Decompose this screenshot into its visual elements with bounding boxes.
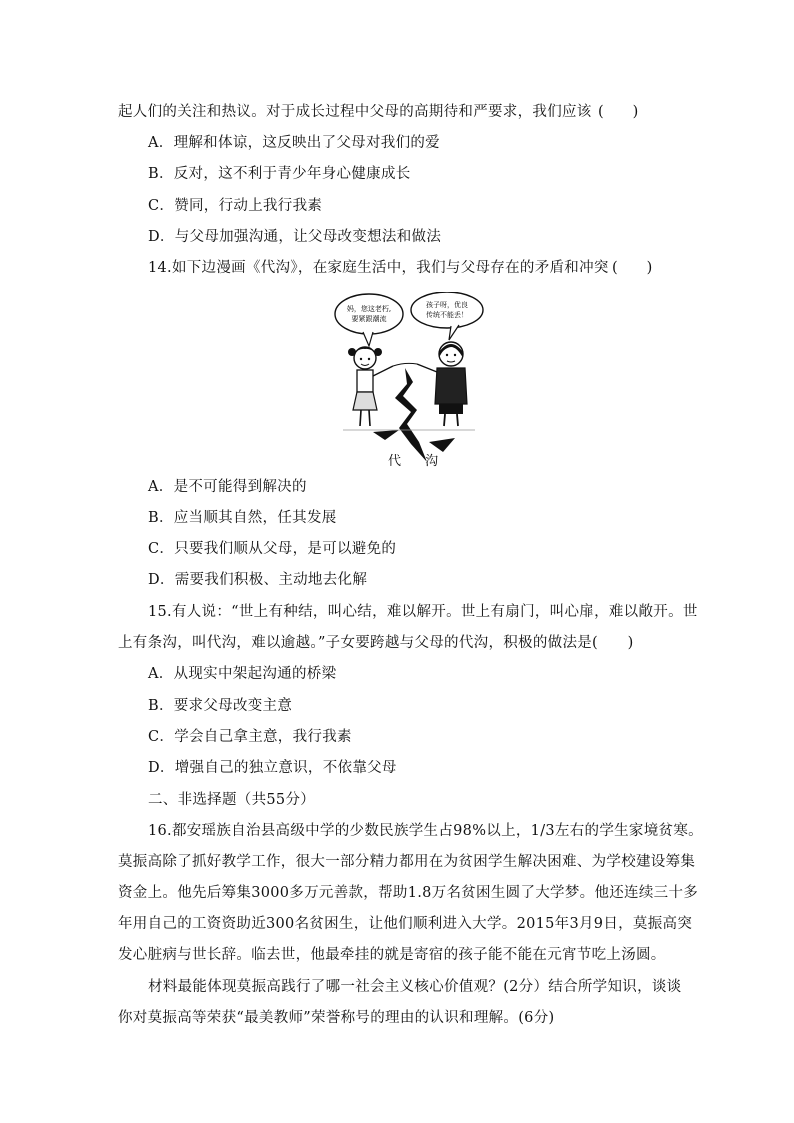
section-title: 二、非选择题（共55分） [148, 792, 316, 808]
right-bubble-line2: 传统不能丢！ [426, 311, 468, 319]
q14-stem: 14.如下边漫画《代沟》，在家庭生活中，我们与父母存在的矛盾和冲突 [148, 260, 609, 276]
q14-answer-paren: ( ) [612, 260, 653, 276]
q13-option-c: C．赞同，行动上我行我素 [148, 198, 323, 214]
q14-option-a: A．是不可能得到解决的 [148, 479, 307, 495]
q15-stem-line2: 上有条沟，叫代沟，难以逾越。”子女要跨越与父母的代沟，积极的做法是( ) [118, 635, 634, 651]
q15-option-a: A．从现实中架起沟通的桥梁 [148, 666, 337, 682]
left-speech-bubble [335, 294, 403, 334]
daughter-figure [348, 347, 393, 426]
left-bubble-line2: 要紧跟潮流 [351, 315, 387, 323]
q16-material-line1: 16.都安瑶族自治县高级中学的少数民族学生占98%以上，1/3左右的学生家境贫寒。 [148, 823, 703, 839]
q15-option-b: B．要求父母改变主意 [148, 698, 293, 714]
q13-option-a: A．理解和体谅，这反映出了父母对我们的爱 [148, 135, 440, 151]
q13-option-b: B．反对，这不利于青少年身心健康成长 [148, 166, 411, 182]
q15-option-d: D．增强自己的独立意识，不依靠父母 [148, 760, 397, 776]
q16-material-line4: 年用自己的工资资助近300名贫困生，让他们顺利进入大学。2015年3月9日，莫振高突 [118, 916, 693, 932]
q15-option-c: C．学会自己拿主意，我行我素 [148, 729, 352, 745]
q14-option-d: D．需要我们积极、主动地去化解 [148, 572, 368, 588]
right-bubble-line1: 孩子呀，优良 [426, 301, 468, 309]
generation-gap-cartoon [333, 292, 485, 470]
q16-material-line3: 资金上。他先后筹集3000多万元善款，帮助1.8万名贫困生圆了大学梦。他还连续三十多 [118, 885, 699, 901]
left-bubble-line1: 妈，您这老朽, [346, 305, 392, 313]
q13-option-d: D．与父母加强沟通，让父母改变想法和做法 [148, 229, 442, 245]
q14-option-b: B．应当顺其自然，任其发展 [148, 510, 337, 526]
generation-gap-crack [395, 368, 427, 462]
q15-stem-line1: 15.有人说：“世上有种结，叫心结，难以解开。世上有扇门，叫心扉，难以敞开。世 [148, 604, 698, 620]
q14-option-c: C．只要我们顺从父母，是可以避免的 [148, 541, 397, 557]
q13-stem: 起人们的关注和热议。对于成长过程中父母的高期待和严要求，我们应该 [118, 104, 592, 120]
cartoon-illustration [333, 292, 485, 470]
mother-figure [417, 342, 467, 426]
q16-material-line2: 莫振高除了抓好教学工作，很大一部分精力都用在为贫困学生解决困难、为学校建设筹集 [118, 854, 696, 870]
cartoon-caption: 代 沟 [388, 454, 449, 469]
q16-question-line2: 你对莫振高等荣获“最美教师”荣誉称号的理由的认识和理解。(6分) [118, 1010, 555, 1026]
right-speech-bubble [411, 292, 483, 328]
q16-question-line1: 材料最能体现莫振高践行了哪一社会主义核心价值观？(2分）结合所学知识，谈谈 [148, 979, 682, 995]
q16-material-line5: 发心脏病与世长辞。临去世，他最牵挂的就是寄宿的孩子能不能在元宵节吃上汤圆。 [118, 947, 666, 963]
q13-answer-paren: ( ) [598, 104, 639, 120]
